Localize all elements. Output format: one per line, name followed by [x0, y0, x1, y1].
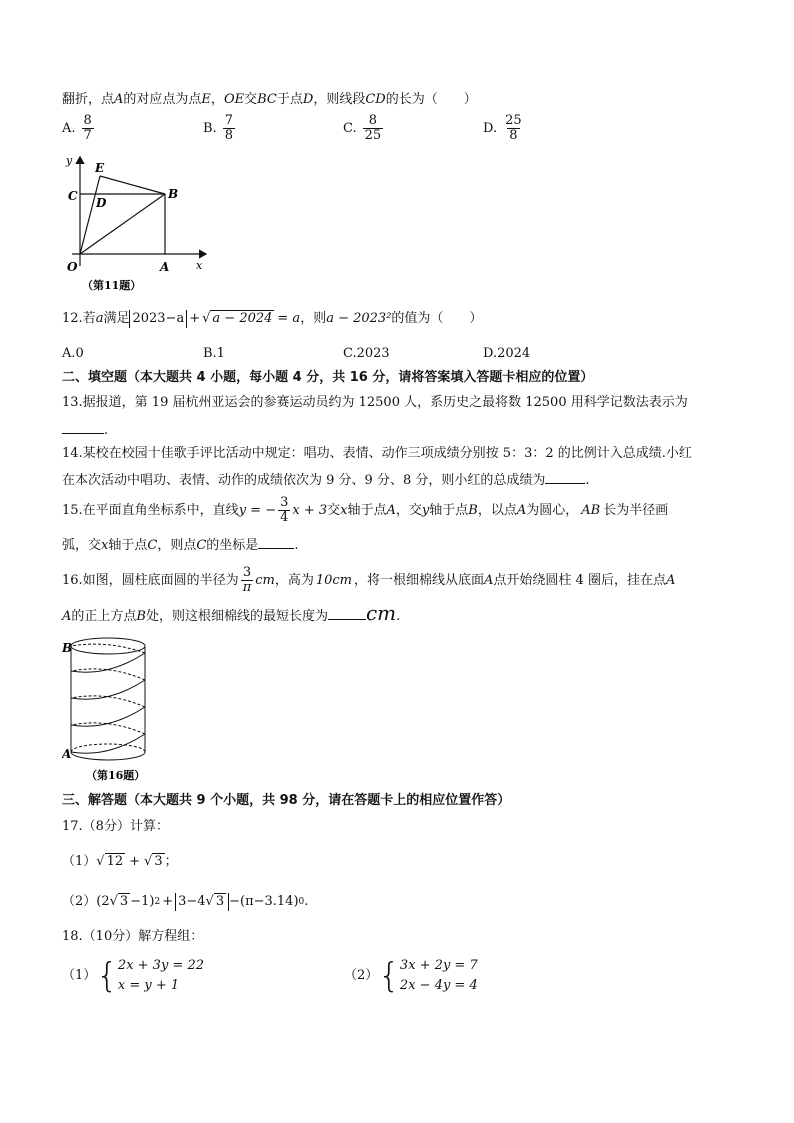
- q15-line1: 15.在平面直角坐标系中，直线 y = − $\frac{3}{4}$ x + 3 交 x 轴于点 A ，交 y 轴于点 B ，以点 A 为圆心， AB 长为半径画: [62, 495, 669, 525]
- q15-answer-blank[interactable]: [258, 535, 294, 549]
- q16-line2: A的正上方点B处，则这根细棉线的最短长度为 cm.: [62, 601, 401, 625]
- q12-stem: 12.若 a 满足 2023−a + √ a − 2024 = a ，则 a − 2023² 的值为（ ）: [62, 311, 483, 326]
- q11-figure: [60, 154, 210, 294]
- q11-label-b: B: [168, 187, 179, 201]
- q11-choice-a[interactable]: A. $\frac{8}{7}$: [62, 113, 92, 143]
- q16-answer-blank[interactable]: [328, 606, 366, 620]
- q18-part2: （2） { 3x + 2y = 7 2x − 4y = 4: [344, 956, 478, 996]
- q12-choice-a[interactable]: A.0: [62, 346, 84, 361]
- q11-label-x: x: [196, 259, 203, 272]
- q11-stem: 翻折，点A的对应点为点E，OE交BC于点D，则线段CD的长为（ ）: [62, 92, 477, 107]
- q16-line1: 16.如图，圆柱底面圆的半径为 $\frac{3}{\pi}$ cm ，高为 10cm ，将一根细棉线从底面 A 点开始绕圆柱 4 圈后，挂在点 A: [62, 565, 676, 595]
- q11-choice-b[interactable]: B. $\frac{7}{8}$: [203, 113, 233, 143]
- q13-answer-blank[interactable]: [62, 420, 104, 434]
- q11-label-e: E: [95, 161, 105, 175]
- q12-choice-b[interactable]: B.1: [203, 346, 225, 361]
- q14-line1: 14.某校在校园十佳歌手评比活动中规定：唱功、表情、动作三项成绩分别按 5：3：2 的比例计入总成绩.小红: [62, 446, 692, 461]
- q12-choice-d[interactable]: D.2024: [483, 346, 531, 361]
- q16-spiral-back: [71, 644, 145, 734]
- q11-choice-d[interactable]: D. $\frac{25}{8}$: [483, 113, 522, 143]
- q13-stem: 13.据报道，第 19 届杭州亚运会的参赛运动员约为 12500 人，系历史之最将数 12500 用科学记数法表示为: [62, 395, 688, 410]
- q16-label-a: A: [62, 747, 72, 761]
- q16-caption: （第16题）: [86, 769, 146, 782]
- q17-part2: （2） (2 √ 3 −1) 2 + 3−4 √ 3 −(π−3.14) 0 .: [62, 894, 309, 909]
- q14-answer-blank[interactable]: [545, 470, 585, 484]
- q11-label-c: C: [68, 189, 78, 203]
- q16-top-ellipse: [71, 638, 145, 654]
- section-3-heading: 三、解答题（本大题共 9 个小题，共 98 分，请在答题卡上的相应位置作答）: [62, 793, 511, 808]
- q11-segment-eb: [100, 176, 165, 194]
- q11-label-y: y: [66, 154, 73, 167]
- q16-label-b: B: [62, 641, 73, 655]
- q12-choice-c[interactable]: C.2023: [343, 346, 390, 361]
- q15-line2: 弧，交x轴于点C，则点C的坐标是 .: [62, 535, 298, 555]
- q18-part1: （1） { 2x + 3y = 22 x = y + 1: [62, 956, 204, 996]
- q11-choice-c[interactable]: C. $\frac{8}{25}$: [343, 113, 382, 143]
- q11-caption: （第11题）: [82, 279, 142, 292]
- q13-answer-line: .: [62, 420, 108, 440]
- q11-label-a: A: [160, 260, 170, 274]
- section-2-heading: 二、填空题（本大题共 4 小题，每小题 4 分，共 16 分，请将答案填入答题卡相应的位置）: [62, 370, 594, 385]
- q11-label-o: O: [67, 260, 78, 274]
- q12-abs: 2023−a: [129, 310, 187, 328]
- q14-line2: 在本次活动中唱功、表情、动作的成绩依次为 9 分、9 分、8 分，则小红的总成绩为 .: [62, 470, 589, 490]
- q16-figure: [62, 634, 172, 784]
- q11-label-d: D: [96, 196, 107, 210]
- q12-sqrt: √ a − 2024: [202, 311, 273, 326]
- q18-head: 18.（10分）解方程组：: [62, 929, 204, 944]
- q17-head: 17.（8分）计算：: [62, 819, 169, 834]
- q17-part1: （1） √ 12 + √ 3 ；: [62, 854, 178, 869]
